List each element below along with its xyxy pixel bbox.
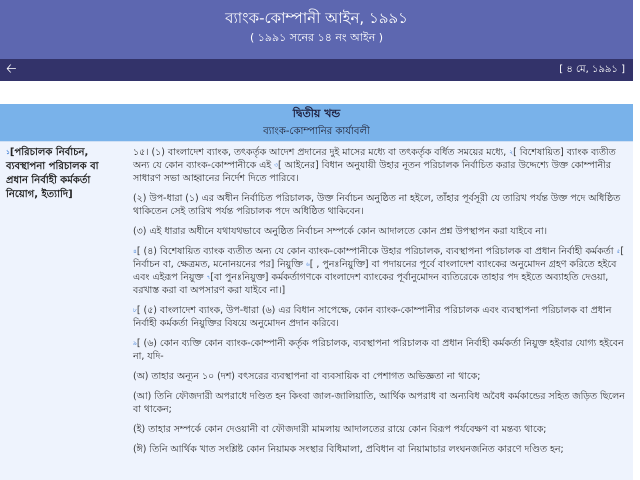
side-note-text: [পরিচালক নির্বাচন, ব্যবস্থাপনা পরিচালক বা প্রধান নির্বাহী কর্মকর্তা নিয়োগ, ইত্যাদি] (6, 147, 99, 200)
paragraph-text: ১৫। (১) বাংলাদেশ ব্যাংক, তৎকর্তৃক আদেশ প্রদানের দুই মাসের মধ্যে বা তৎকর্তৃক বর্ধিত সময়ের মধ্যে, (133, 147, 510, 158)
clause-a (133, 370, 628, 383)
paragraph-2 (133, 192, 628, 218)
footnote-link[interactable]: ৫ (616, 248, 621, 255)
navigation-bar (0, 59, 633, 81)
back-button[interactable] (6, 61, 17, 79)
footnote-link[interactable]: ৩ (274, 162, 279, 169)
footnote-link[interactable]: ৯ (133, 340, 137, 347)
paragraph-text: [ (৪) বিশেষায়িত ব্যাংক ব্যতীত অন্য যে কোন ব্যাংক-কোম্পানীকে উহার পরিচালক, ব্যবস্থাপনা পরিচালক বা প্রধান নির্বাহী কর্মকর্তা (136, 246, 617, 257)
clause-ii (133, 443, 628, 456)
paragraph-text: (২) উপ-ধারা (১) এর অধীন নির্বাচিত পরিচালক, উক্ত নির্বাচন অনুষ্ঠিত না হইলে, তাঁহার পূর্বসূরী যে তারিখ পর্যন্ত উক্ত পদে অধিষ্ঠিত থাকিতেন সেই তারিখ পর্যন্ত পরিচালক পদে অধিষ্ঠিত থাকিবেন। (133, 193, 621, 217)
section-body (0, 142, 633, 480)
paragraph-text: (অ) তাহার অন্যূন ১০ (দশ) বৎসরের ব্যবস্থাপনা বা ব্যবসায়িক বা পেশাগত অভিজ্ঞতা না থাকে; (133, 371, 481, 382)
paragraph-text: (৩) এই ধারার অধীনে যথাযথভাবে অনুষ্ঠিত নির্বাচন সম্পর্কে কোন আদালতে কোন প্রশ্ন উপস্থাপন করা যাইবে না। (133, 226, 547, 237)
section-side-note (6, 146, 121, 202)
act-subtitle: ( ১৯৯১ সনের ১৪ নং আইন ) (249, 31, 384, 44)
paragraph-4 (133, 245, 628, 297)
paragraph-6 (133, 337, 628, 363)
enactment-date: [ ৪ মে, ১৯৯১ ] (559, 64, 625, 75)
chapter-title: ব্যাংক-কোম্পানির কার্যাবলী (263, 126, 370, 137)
paragraph-text: [ , পুনঃনিয়ুক্তি] বা পদায়নের পূর্বে বাংলাদেশ ব্যাংকের অনুমোদন গ্রহণ করিতে হইবে এবং এইরূপ নিয়ুক্ত (133, 259, 617, 283)
paragraph-text: (ই) তাহার সম্পর্কে কোন দেওয়ানী বা ফৌজদারী মামলায় আদালতের রায়ে কোন বিরূপ পর্যবেক্ষণ বা মন্তব্য থাকে; (133, 424, 547, 435)
footnote-link[interactable]: ৮ (133, 307, 137, 314)
footnote-link[interactable]: ৪ (133, 248, 137, 255)
paragraph-text: [বা পুনঃনিয়ুক্ত] কর্মকর্তাগণকে বাংলাদেশ ব্যাংকের পূর্বানুমোদন ব্যতিরেকে তাহার পদ হইতে অব্যাহতি দেওয়া, বরখাস্ত করা বা অপসারণ করা যাইবে না।] (133, 272, 609, 296)
paragraph-text: [ আইনের] বিধান অনুযায়ী উহার নূতন পরিচালক নির্বাচিত করার উদ্দেশ্যে উক্ত কোম্পানীর সাধারণ সভা আহ্বানের নির্দেশ দিতে পারিবে। (133, 160, 611, 184)
paragraph-3 (133, 225, 628, 238)
paragraph-text: [ বিশেষায়িত] ব্যাংক ব্যতীত অন্য যে কোন ব্যাংক-কোম্পানীকে এই (133, 147, 616, 171)
footnote-link[interactable]: ৬ (305, 261, 310, 268)
clause-aa (133, 390, 628, 416)
clause-i (133, 423, 628, 436)
paragraph-text: [ (৬) কোন ব্যক্তি কোন ব্যাংক-কোম্পানী কর্তৃক পরিচালক, ব্যবস্থাপনা পরিচালক বা প্রধান নির্বাহী কর্মকর্তা নিয়ুক্ত হইবার যোগ্য হইবেন না, যদি- (133, 338, 624, 362)
paragraph-5 (133, 304, 628, 330)
paragraph-text: (ঈ) তিনি আর্থিক খাত সংশ্লিষ্ট কোন নিয়ামক সংস্থার বিধিমালা, প্রবিধান বা নিয়ামাচার লংঘনজনিত কারণে দণ্ডিত হন; (133, 444, 564, 455)
section-content (133, 146, 628, 463)
paragraph-text: [ (৫) বাংলাদেশ ব্যাংক, উপ-ধারা (৬) এর বিধান সাপেক্ষে, কোন ব্যাংক-কোম্পানীর পরিচালক এবং ব্যবস্থাপনা পরিচালক বা প্রধান নির্বাহী কর্মকর্তা নিয়ুক্তির বিষয়ে অনুমোদন প্রদান করিবে। (133, 305, 612, 329)
act-title: ব্যাংক-কোম্পানী আইন, ১৯৯১ (225, 9, 408, 27)
footnote-link[interactable]: ১ (6, 149, 10, 156)
arrow-left-icon: 🡠 (6, 62, 17, 77)
section-heading (0, 104, 633, 142)
paragraph-1 (133, 146, 628, 185)
paragraph-text: [ নির্বাচন বা, ক্ষেত্রমত, মনোনয়নের পর] নিয়ুক্তি (133, 246, 624, 270)
paragraph-text: (আ) তিনি ফৌজদারী অপরাধে দণ্ডিত হন কিংবা জাল-জালিয়াতি, আর্থিক অপরাধ বা অন্যবিধ অবৈধ কর্মকান্ডের সহিত জড়িত ছিলেন বা থাকেন; (133, 391, 625, 415)
footnote-link[interactable]: ২ (509, 149, 514, 156)
footnote-link[interactable]: ৭ (206, 274, 211, 281)
page-header (0, 0, 633, 59)
part-title: দ্বিতীয় খন্ড (292, 107, 341, 120)
